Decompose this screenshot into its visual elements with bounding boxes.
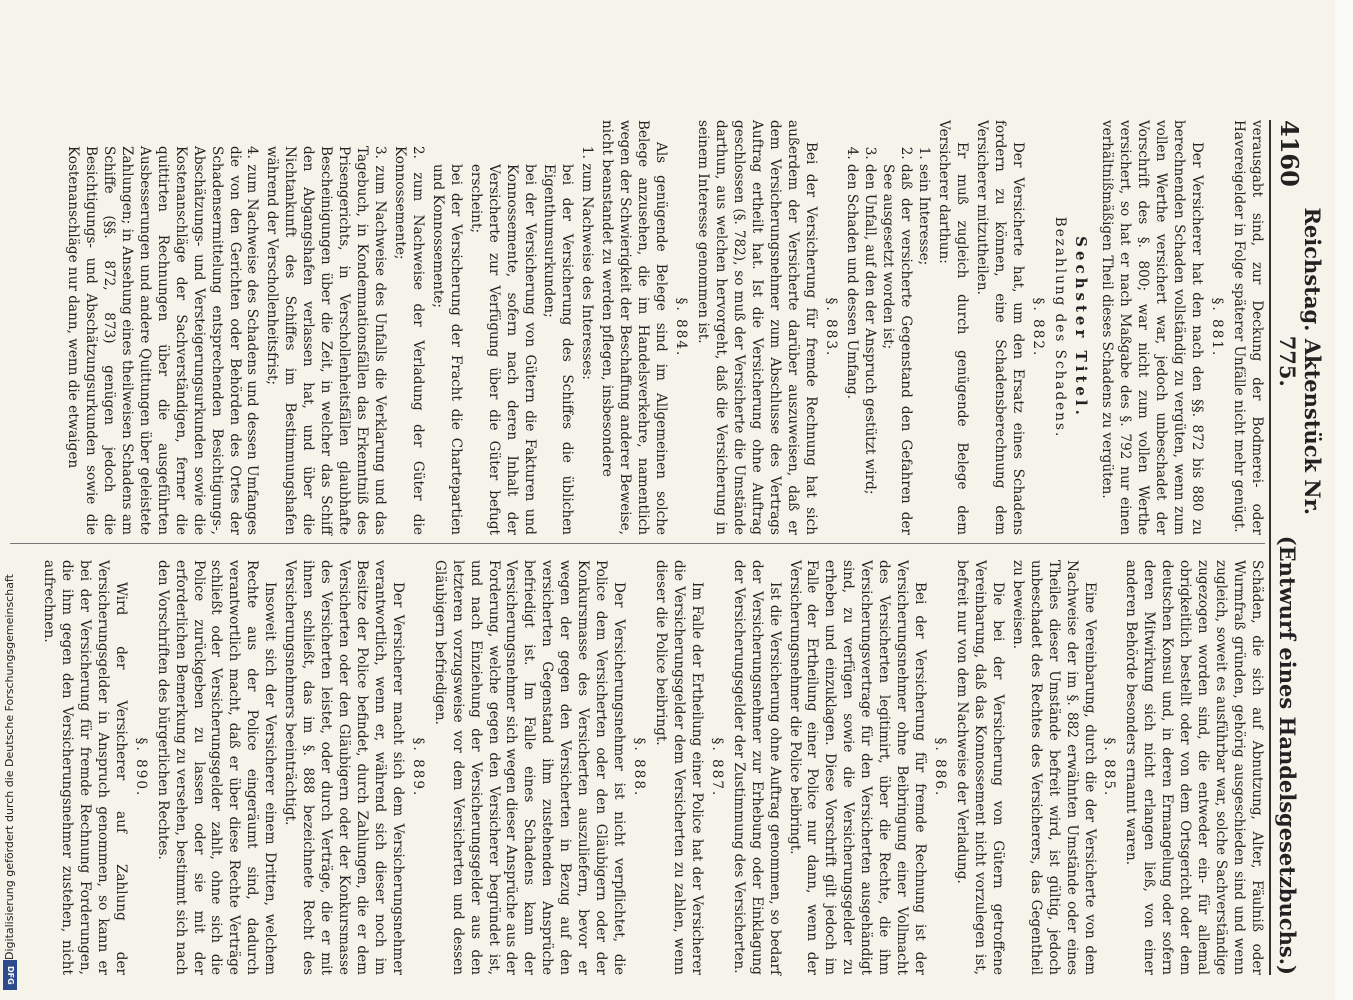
section-heading: §. 885. [1101, 737, 1118, 798]
title-subheading: Bezahlung des Schadens. [1051, 216, 1068, 439]
header-subtitle: (Entwurf eines Handelsgesetzbuchs.) [1275, 535, 1300, 975]
list-item: bei der Versicherung der Fracht die Chartepartien und Konnossemente; [429, 164, 464, 535]
requirements-list [843, 120, 933, 535]
section-heading: §. 887. [708, 737, 725, 798]
paragraph: Der Versicherte hat, um den Ersatz eines Schadens fordern zu können, eine Schadensberechnung dem Versicherer mitzutheilen. [974, 120, 1026, 535]
digitization-note-text: Digitalisierung gefördert durch die Deutsche Forschungsgemeinschaft [3, 574, 16, 960]
paragraph: Der Versicherer macht sich dem Versicherungsnehmer verantwortlich, wenn er, während sich dieser noch im Besitze der Police befindet, durch Zahlungen, die er dem Versicherten oder den Gläubigern oder der Konkursmasse des Versicherten leistet, oder durch Verträge, die er mit ihnen schließt, das im §. 888 bezeichnete Recht des Versicherungsnehmers beeinträchtigt. [282, 560, 406, 975]
list-item: 1. zum Nachweise des Interesses: [579, 146, 596, 380]
section-heading: §. 890. [132, 737, 149, 798]
paragraph: Bei der Versicherung für fremde Rechnung hat sich außerdem der Versicherte darüber auszuweisen, daß er dem Versicherungsnehmer zum Abschlusse des Vertrags Auftrag ertheilt hat. Ist die Versicherung ohne Auftrag geschlossen (§. 782), so muß der Versicherte die Umstände darthun, aus welchen hervorgeht, daß die Versicherung in seinem Interesse genommen ist. [694, 120, 819, 535]
list-item: 1. sein Interesse; [914, 164, 932, 535]
paragraph: Als genügende Belege sind im Allgemeinen solche Belege anzusehen, die im Handelsverkehre, namentlich wegen der Schwierigkeit der Beschaffung anderer Beweise, nicht beanstandet zu werden pflegen, insbesondere [599, 120, 670, 535]
paragraph: Wird der Versicherer auf Zahlung der Versicherungsgelder in Anspruch genommen, so kann er bei der Versicherung für fremde Rechnung Forderungen, die ihm gegen den Versicherungsnehmer zustehen, nicht aufrechnen. [41, 560, 129, 975]
list-item: bei der Versicherung von Gütern die Fakturen und Konnossemente, sofern nach deren Inhalt der Versicherte zur Verfügung über die Güter befugt erscheint; [467, 164, 538, 535]
section-heading: §. 883. [822, 297, 839, 358]
paragraph: Der Versicherungsnehmer ist nicht verpflichtet, die Police dem Versicherten oder den Gläubigern oder der Konkursmasse des Versicherten auszuliefern, bevor er wegen der gegen den Versicherten in Bezug auf den versicherten Gegenstand ihm zustehenden Ansprüche befriedigt ist. Im Falle eines Schadens kann der Versicherungsnehmer sich wegen dieser Ansprüche aus der Forderung, welche gegen den Versicherer begründet ist, und nach Einziehung der Versicherungsgelder aus den letzteren vorzugsweise vor dem Versicherten und dessen Gläubigern befriedigen. [431, 560, 628, 975]
paragraph: Eine Vereinbarung, durch die der Versicherte von dem Nachweise der im §. 882 erwähnten Umstände oder eines Theiles dieser Umstände befreit wird, ist gültig, jedoch unbeschadet des Rechtes des Versicherers, das Gegentheil zu beweisen. [1009, 560, 1098, 975]
page-header [1269, 120, 1325, 975]
section-heading: §. 882. [1029, 297, 1046, 358]
digitization-note [2, 0, 20, 1000]
header-title: Reichstag. Aktenstück Nr. 775. [1275, 207, 1325, 516]
paragraph: Insoweit sich der Versicherer einem Dritten, welchem Rechte aus der Police eingeräumt sind, dadurch verantwortlich macht, daß er über diese Rechte Verträge schließt oder Versicherungsgelder zahlt, ohne sich die Police zurückgeben zu lassen oder sie mit der erforderlichen Bemerkung zu versehen, bestimmt sich nach den Vorschriften des bürgerlichen Rechtes. [154, 560, 279, 975]
list-item: 4. den Schaden und dessen Umfang. [843, 164, 861, 535]
continued-paragraph: Schäden, die sich auf Abnutzung, Alter, Fäulniß oder Wurmfraß gründen, gehörig ausgeschieden sind und wenn zugleich, soweit es ausführbar war, solche Sachverständige zugezogen worden sind, die entweder ein- für allemal obrigkeitlich bestellt oder von dem Ortsgericht oder dem deutschen Konsul und, in deren Ermangelung oder sofern deren Mitwirkung sich nicht erlangen ließ, von einer anderen Behörde besonders ernannt waren. [1123, 560, 1265, 975]
left-column [10, 120, 1265, 535]
paragraph: Ist die Versicherung ohne Auftrag genommen, so bedarf der Versicherungsnehmer zur Erhebung oder Einklagung der Versicherungsgelder der Zustimmung des Versicherten. [730, 560, 783, 975]
paragraph: Die bei der Versicherung von Gütern getroffene Vereinbarung, daß das Konnossement nicht vorzulegen ist, befreit nur von dem Nachweise der Verladung. [954, 560, 1006, 975]
section-heading: §. 884. [673, 297, 690, 358]
list-item: 3. zum Nachweise des Unfalls die Verklarung und das Tagebuch, in Kondemnationsfällen das Erkenntniß des Prisengerichts, in Verschollenheitsfällen glaubhafte Bescheinigungen über die Zeit, in welcher das Schiff den Abgangshafen verlassen hat, und über die Nichtankunft des Schiffes im Bestimmungshafen während der Verschollenheitsfrist; [264, 146, 389, 535]
list-item: 2. daß der versicherte Gegenstand den Gefahren der See ausgesetzt worden ist; [878, 164, 914, 535]
title-heading: Sechster Titel. [1071, 236, 1090, 419]
list-item: 3. den Unfall, auf den der Anspruch gestützt wird; [860, 164, 878, 535]
list-item: bei der Versicherung des Schiffes die üblichen Eigenthumsurkunden; [541, 164, 576, 535]
right-column [10, 560, 1265, 975]
paragraph: Er muß zugleich durch genügende Belege dem Versicherer darthun: [936, 120, 971, 535]
page-number: 4160 [1275, 120, 1304, 187]
section-heading: §. 881. [1209, 297, 1226, 358]
column-divider [10, 543, 1265, 544]
list-item: 2. zum Nachweise der Verladung der Güter die Konnossemente; [391, 146, 426, 535]
list-item: 4. zum Nachweise des Schadens und dessen Umfanges die von den Gerichten oder Behörden des Ortes der Schadensermittelung entsprechenden Besichtigungs-, Abschätzungs- und Versteigerungsurkunden sowie die Kostenanschläge der Sachverständigen, ferner die quittirten Rechnungen über die ausgeführten Ausbesserungen und andere Quittungen über geleistete Zahlungen; in Ansehung eines theilweisen Schadens am Schiffe (§§. 872, 873) genügen jedoch die Besichtigungs- und Abschätzungsurkunden sowie die Kostenanschläge nur dann, wenn die etwaigen [65, 146, 261, 535]
section-heading: §. 888. [631, 737, 648, 798]
intro-paragraph: verausgabt sind, zur Deckung der Bodmerei- oder Havereigelder in Folge späterer Unfälle nicht mehr genügt. [1231, 120, 1265, 535]
dfg-logo: DFG [3, 960, 17, 990]
section-heading: §. 886. [932, 737, 949, 798]
section-heading: §. 889. [409, 737, 426, 798]
paragraph: Im Falle der Ertheilung einer Police hat der Versicherer die Versicherungsgelder dem Versicherten zu zahlen, wenn dieser die Police beibringt. [653, 560, 705, 975]
paragraph: Bei der Versicherung für fremde Rechnung ist der Versicherungsnehmer ohne Beibringung einer Vollmacht des Versicherten legitimirt, über die Rechte, die ihm Versicherungsvertrage für den Versicherten ausgehändigt sind, zu verfügen sowie die Versicherungsgelder zu erheben und einzuklagen. Diese Vorschrift gilt jedoch im Falle der Ertheilung einer Police nur dann, wenn der Versicherungsnehmer die Police beibringt. [786, 560, 929, 975]
paragraph: Der Versicherer hat den nach den §§. 872 bis 880 zu berechnenden Schaden vollständig zu vergüten, wenn zum vollen Werthe versichert war, jedoch unbeschadet der Vorschrift des §. 800; war nicht zum vollen Werthe versichert, so hat er nach Maßgabe des §. 792 nur einen verhältnißmäßigen Theil dieses Schadens zu vergüten. [1099, 120, 1206, 535]
